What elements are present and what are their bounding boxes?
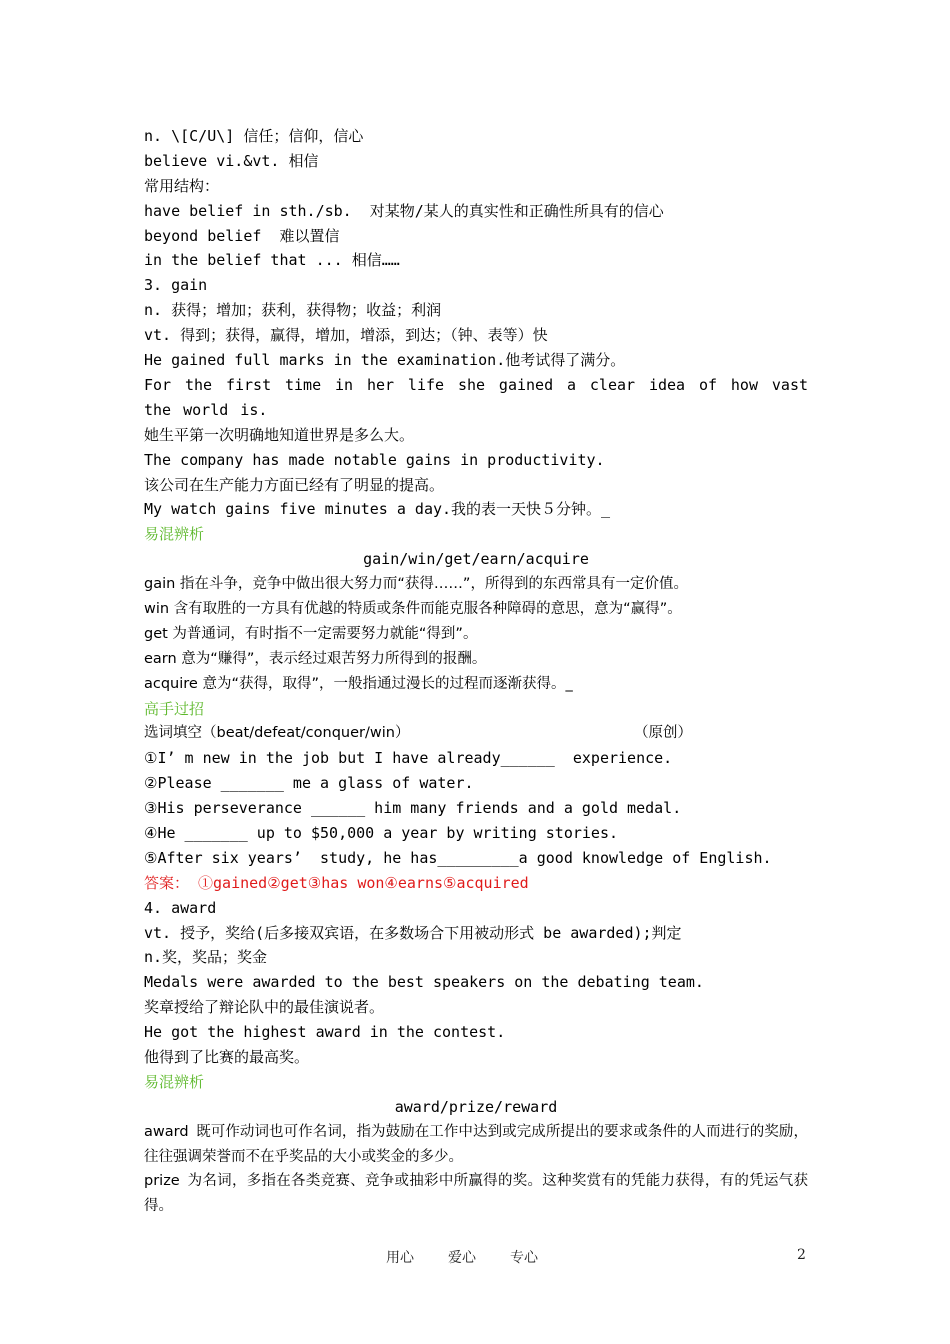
example-sentence: Medals were awarded to the best speakers on the debating team. [144,973,704,992]
exercise-item: ④He _______ up to $50,000 a year by writing stories. [144,823,619,842]
example-sentence: For the first time in her life she gained a clear idea of how vast the world is. [144,375,808,419]
page-footer [0,1247,950,1271]
motto-word: 用心 [386,1250,414,1266]
word-group-title: gain/win/get/earn/acquire [363,550,589,569]
example-sentence: He gained full marks in the examination.他考试得了满分。 [144,351,626,370]
word-group-title: award/prize/reward [394,1097,558,1116]
motto-word: 专心 [510,1250,538,1266]
exercise-item: ③His perseverance ______ him many friends and a gold medal. [144,799,682,818]
text-line: gain 指在斗争，竞争中做出很大努力而“获得……”，所得到的东西常具有一定价值。 [144,576,688,593]
translation-line: 该公司在生产能力方面已经有了明显的提高。 [144,475,445,494]
text-line: acquire 意为“获得，取得”，一般指通过漫长的过程而逐渐获得。_ [144,675,573,692]
exercise-item: ②Please _______ me a glass of water. [144,774,474,793]
translation-line: 奖章授给了辩论队中的最佳演说者。 [144,998,385,1017]
text-line: get 为普通词，有时指不一定需要努力就能“得到”。 [144,625,478,642]
text-line: n.奖，奖品；奖金 [144,948,268,967]
page-number: 2 [797,1247,806,1263]
exercise-item: ⑤After six years’ study, he has_________a good knowledge of English. [144,848,772,867]
text-line: n. \[C/U\] 信任；信仰，信心 [144,127,364,145]
text-line: vt. 授予，奖给(后多接双宾语，在多数场合下用被动形式 be awarded);判定 [144,923,682,942]
paragraph: prize 为名词，多指在各类竞赛、竞争或抽彩中所赢得的奖。这种奖赏有的凭能力获得，有的凭运气获得。 [144,1173,808,1215]
paragraph: award 既可作动词也可作名词，指为鼓励在工作中达到或完成所提出的要求或条件的人而进行的奖励，往往强调荣誉而不在乎奖品的大小或奖金的多少。 [144,1123,808,1165]
motto-word: 爱心 [448,1250,476,1266]
subheading-confusables: 易混辨析 [144,1072,205,1091]
answer-line: 答案： ①gained②get③has won④earns⑤acquired [144,873,529,892]
page-body [144,124,808,1219]
section-heading-gain: 3. gain [144,276,208,295]
subheading-confusables: 易混辨析 [144,525,205,544]
footer-motto [386,1247,572,1267]
text-line: in the belief that ... 相信…… [144,251,400,270]
example-sentence: The company has made notable gains in productivity. [144,450,605,469]
translation-line: 她生平第一次明确地知道世界是多么大。 [144,425,415,444]
source-note: （原创） [634,725,692,742]
exercise-item: ①I’ m new in the job but I have already______ experience. [144,749,673,768]
text-line: win 含有取胜的一方具有优越的特质或条件而能克服各种障碍的意思，意为“赢得”。 [144,600,682,617]
text-line: vt. 得到；获得，赢得，增加，增添，到达；（钟、表等）快 [144,326,548,345]
text-line: beyond belief 难以置信 [144,226,340,245]
text-line: 常用结构： [144,176,220,195]
text-line: n. 获得；增加；获利，获得物；收益；利润 [144,301,442,320]
subheading-practice: 高手过招 [144,699,205,718]
translation-line: 他得到了比赛的最高奖。 [144,1047,310,1066]
text-line: believe vi.&vt. 相信 [144,151,319,170]
exercise-title: 选词填空（beat/defeat/conquer/win） [144,725,410,742]
text-line: have belief in sth./sb. 对某物/某人的真实性和正确性所具有的信心 [144,201,664,220]
example-sentence: My watch gains five minutes a day.我的表一天快５分钟。_ [144,500,611,519]
text-line: earn 意为“赚得”，表示经过艰苦努力所得到的报酬。 [144,650,487,667]
example-sentence: He got the highest award in the contest. [144,1023,506,1042]
section-heading-award: 4. award [144,898,217,917]
exercise-instruction [144,721,808,746]
